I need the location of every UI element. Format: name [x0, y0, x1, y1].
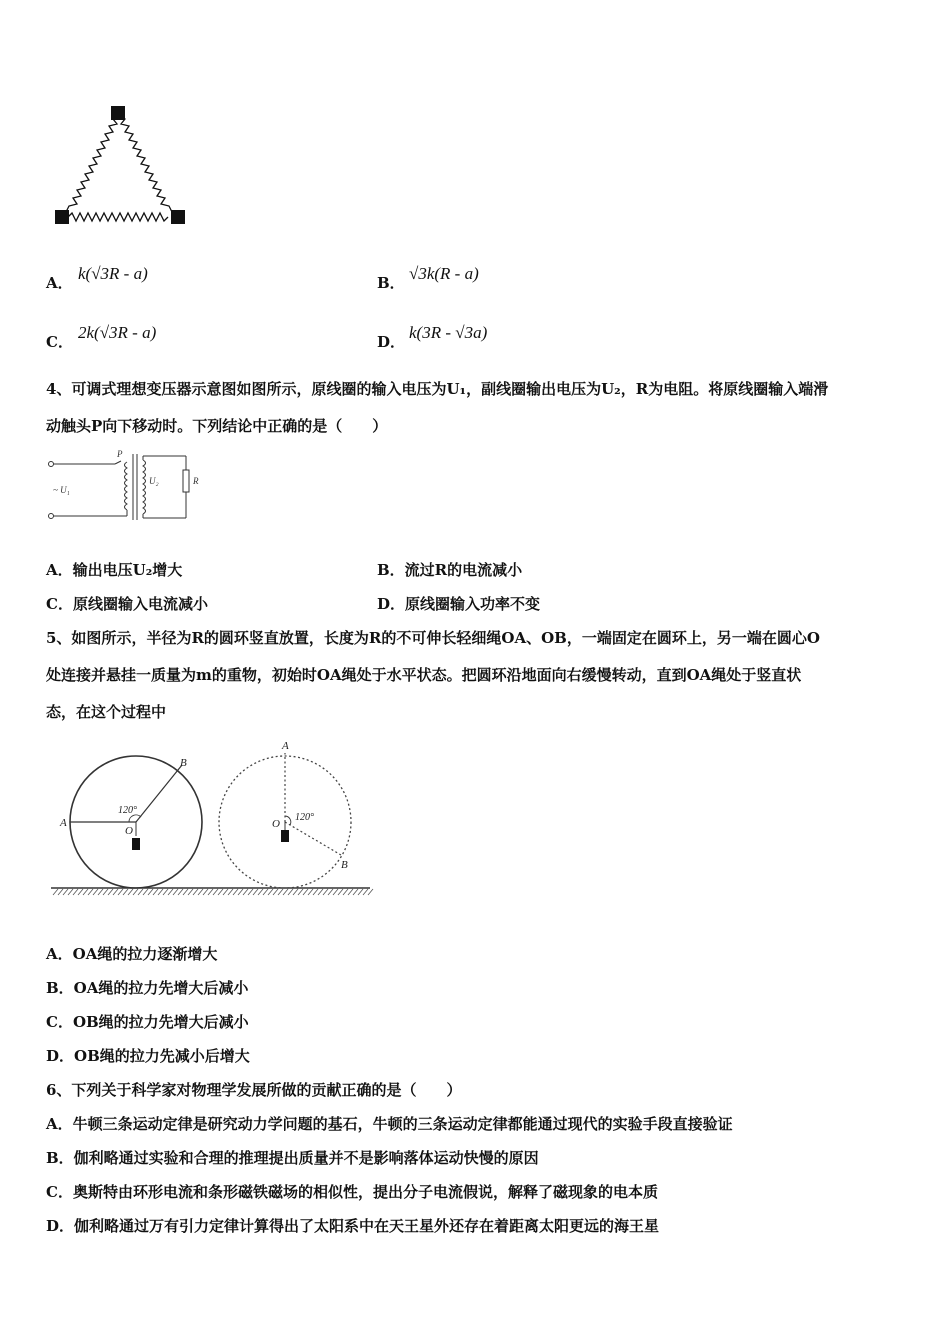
- spring-bottom: [68, 213, 168, 221]
- input-terminal-bottom: [49, 514, 54, 519]
- q6-option-c: C．奥斯特由环形电流和条形磁铁磁场的相似性，提出分子电流假说，解释了磁现象的电本质: [46, 1183, 658, 1201]
- spring-triangle-figure: [50, 102, 195, 230]
- label-p: P: [117, 449, 123, 459]
- weight-initial: [132, 838, 140, 850]
- q4-option-d: D．原线圈输入功率不变: [377, 595, 541, 613]
- rope-ob-initial: [136, 765, 182, 822]
- ground-hatching: [53, 889, 373, 895]
- q5-option-b: B．OA绳的拉力先增大后减小: [46, 979, 249, 997]
- spring-left: [66, 116, 117, 212]
- resistor-r: [183, 470, 189, 492]
- q4-stem-line1: 4、可调式理想变压器示意图如图所示，原线圈的输入电压为U₁，副线圈输出电压为U₂，R为电阻。将原线圈输入端滑: [46, 380, 829, 398]
- label-r: R: [193, 476, 199, 486]
- weight-final: [281, 830, 289, 842]
- label-angle-final: 120°: [295, 812, 314, 823]
- mass-block-right: [171, 210, 185, 224]
- q3-option-c-letter: C．: [46, 333, 73, 351]
- q4-option-c: C．原线圈输入电流减小: [46, 595, 208, 613]
- label-a-initial: A: [60, 817, 67, 829]
- q6-option-d: D．伽利略通过万有引力定律计算得出了太阳系中在天王星外还存在着距离太阳更远的海王星: [46, 1217, 660, 1235]
- q3-option-b-letter: B．: [377, 274, 405, 292]
- label-u1: ~ U₁: [53, 485, 70, 495]
- q5-stem-line3: 态，在这个过程中: [46, 703, 167, 721]
- q3-option-d-formula: k(3R - √3a): [409, 323, 488, 342]
- q6-option-a: A．牛顿三条运动定律是研究动力学问题的基石，牛顿的三条运动定律都能通过现代的实验手段直接验证: [46, 1115, 733, 1133]
- transformer-circuit-figure: [45, 448, 210, 526]
- input-terminal-top: [49, 462, 54, 467]
- q4-option-b: B．流过R的电流减小: [377, 561, 523, 579]
- q3-option-a-letter: A．: [46, 274, 73, 292]
- spring-right: [121, 116, 172, 212]
- q6-stem: 6、下列关于科学家对物理学发展所做的贡献正确的是（ ）: [46, 1081, 462, 1099]
- ring-rotation-figure: [45, 738, 375, 900]
- label-o-initial: O: [125, 825, 133, 837]
- label-angle-initial: 120°: [118, 805, 137, 816]
- q3-option-d-letter: D．: [377, 333, 406, 351]
- q5-option-a: A．OA绳的拉力逐渐增大: [46, 945, 218, 963]
- label-a-final: A: [282, 740, 289, 752]
- q5-stem-line2: 处连接并悬挂一质量为m的重物，初始时OA绳处于水平状态。把圆环沿地面向右缓慢转动，直到OA绳处于竖直状: [46, 666, 802, 684]
- mass-block-top: [111, 106, 125, 120]
- q3-option-a-formula: k(√3R - a): [78, 264, 148, 283]
- label-b-final: B: [341, 859, 348, 871]
- label-u2: U₂: [149, 476, 159, 486]
- q6-option-b: B．伽利略通过实验和合理的推理提出质量并不是影响落体运动快慢的原因: [46, 1149, 539, 1167]
- mass-block-left: [55, 210, 69, 224]
- q4-option-a: A．输出电压U₂增大: [46, 561, 183, 579]
- secondary-coil: [143, 460, 146, 514]
- q5-option-d: D．OB绳的拉力先减小后增大: [46, 1047, 250, 1065]
- q3-option-b-formula: √3k(R - a): [409, 264, 479, 283]
- label-o-final: O: [272, 818, 280, 830]
- rope-ob-final: [285, 822, 341, 855]
- q4-stem-line2: 动触头P向下移动时。下列结论中正确的是（ ）: [46, 417, 388, 435]
- primary-coil: [125, 462, 128, 510]
- q5-option-c: C．OB绳的拉力先增大后减小: [46, 1013, 249, 1031]
- label-b-initial: B: [180, 757, 187, 769]
- q3-option-c-formula: 2k(√3R - a): [78, 323, 157, 342]
- q5-stem-line1: 5、如图所示，半径为R的圆环竖直放置，长度为R的不可伸长轻细绳OA、OB，一端固定在圆环上，另一端在圆心O: [46, 629, 820, 647]
